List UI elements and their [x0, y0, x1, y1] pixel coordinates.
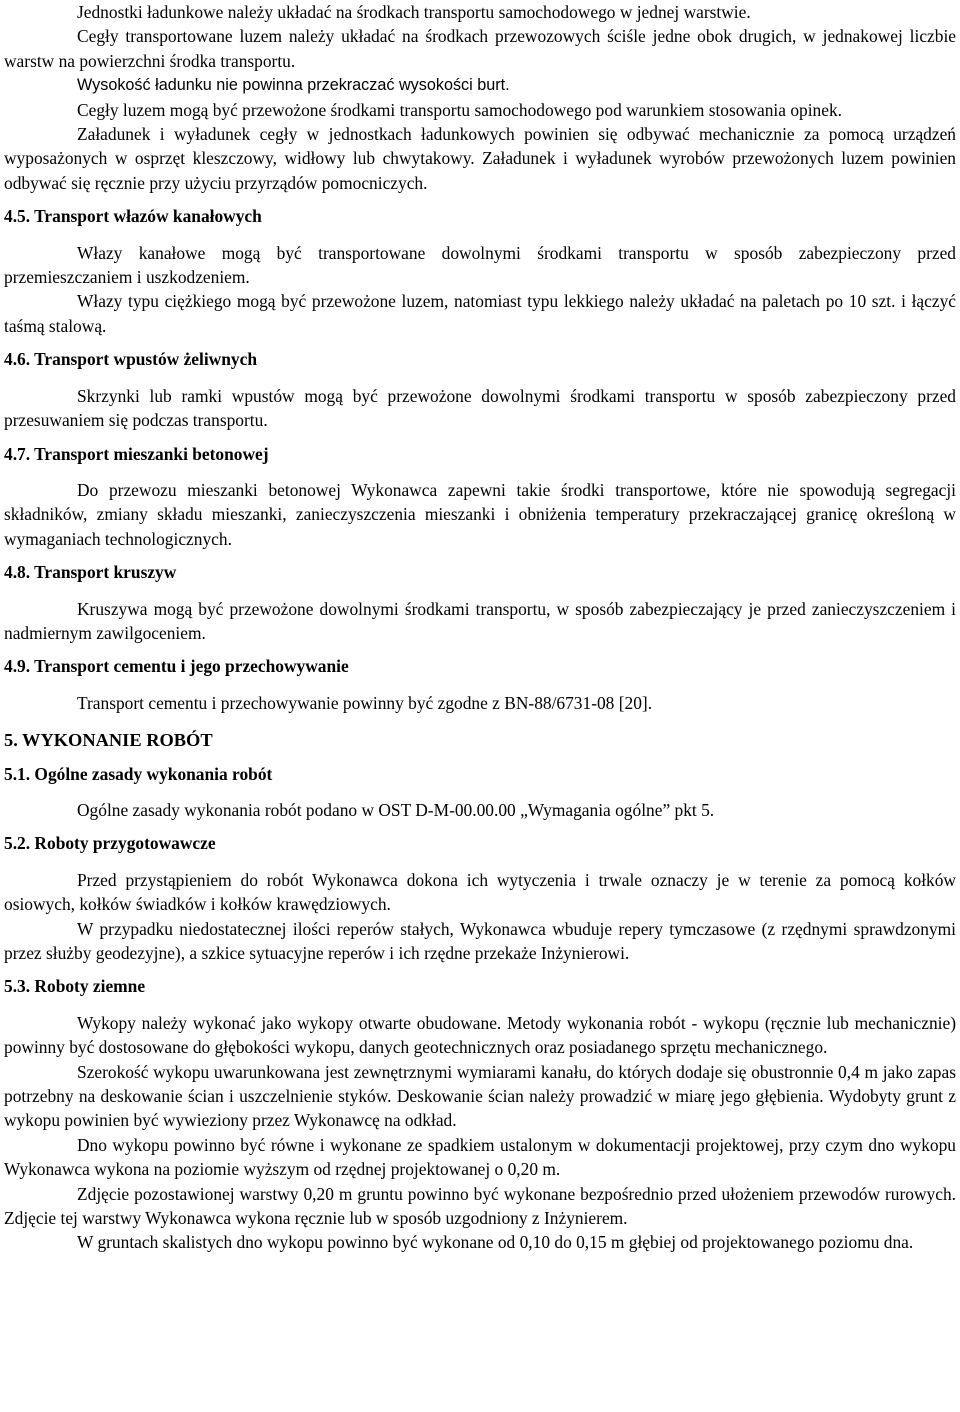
paragraph: Skrzynki lub ramki wpustów mogą być przewożone dowolnymi środkami transportu w sposób zabezpieczony przed przesuwaniem się podczas transportu.: [4, 385, 956, 431]
paragraph: Dno wykopu powinno być równe i wykonane ze spadkiem ustalonym w dokumentacji projektowej, przy czym dno wykopu Wykonawca wykona na poziomie wyższym od rzędnej projektowanej o 0,20 m.: [4, 1134, 956, 1180]
paragraph: W gruntach skalistych dno wykopu powinno być wykonane od 0,10 do 0,15 m głębiej od projektowanego poziomu dna.: [77, 1232, 914, 1253]
paragraph: Wysokość ładunku nie powinna przekraczać wysokości burt.: [77, 76, 510, 95]
paragraph: Kruszywa mogą być przewożone dowolnymi środkami transportu, w sposób zabezpieczający je przed zanieczyszczeniem i nadmiernym zawilgoceniem.: [4, 598, 956, 643]
paragraph: Szerokość wykopu uwarunkowana jest zewnętrznymi wymiarami kanału, do których dodaje się obustronnie 0,4 m jako zapas potrzebny na deskowanie ścian i uszczelnienie styków. Deskowanie ścian należy prowadzić w miarę jego głębienia. Wydobyty grunt z wykopu powinien być wywieziony przez Wykonawcę na odkład.: [4, 1061, 956, 1131]
paragraph: Przed przystąpieniem do robót Wykonawca dokona ich wytyczenia i trwale oznaczy je w terenie za pomocą kołków osiowych, kołków świadków i kołków krawędziowych.: [4, 869, 956, 915]
chapter-heading-5: 5. WYKONANIE ROBÓT: [4, 730, 213, 751]
paragraph: Załadunek i wyładunek cegły w jednostkach ładunkowych powinien się odbywać mechanicznie za pomocą urządzeń wyposażonych w osprzęt kleszczowy, widłowy lub chwytakowy. Załadunek i wyładunek wyrobów przewożonych luzem powinien odbywać się ręcznie przy użyciu przyrządów pomocniczych.: [4, 124, 956, 193]
section-heading-4-5: 4.5. Transport włazów kanałowych: [4, 206, 262, 227]
paragraph: Włazy typu ciężkiego mogą być przewożone luzem, natomiast typu lekkiego należy układać na paletach po 10 szt. i łączyć taśmą stalową.: [4, 291, 956, 336]
paragraph: Do przewozu mieszanki betonowej Wykonawca zapewni takie środki transportowe, które nie spowodują segregacji składników, zmiany składu mieszanki, zanieczyszczenia mieszanki i obniżenia temperatury przekraczającej granicę określoną w wymaganiach technologicznych.: [4, 479, 956, 549]
paragraph: Ogólne zasady wykonania robót podano w OST D-M-00.00.00 „Wymagania ogólne” pkt 5.: [77, 799, 715, 820]
paragraph: Jednostki ładunkowe należy układać na środkach transportu samochodowego w jednej warstwie.: [77, 2, 751, 22]
paragraph: Cegły luzem mogą być przewożone środkami transportu samochodowego pod warunkiem stosowania opinek.: [77, 99, 843, 120]
paragraph: Cegły transportowane luzem należy układać na środkach przewozowych ściśle jedne obok drugich, w jednakowej liczbie warstw na powierzchni środka transportu.: [4, 26, 956, 71]
section-heading-5-1: 5.1. Ogólne zasady wykonania robót: [4, 763, 273, 784]
section-heading-4-7: 4.7. Transport mieszanki betonowej: [4, 443, 269, 464]
paragraph: W przypadku niedostatecznej ilości reperów stałych, Wykonawca wbuduje repery tymczasowe (z rzędnymi sprawdzonymi przez służby geodezyjne), a szkice sytuacyjne reperów i ich rzędne przekaże Inżynierowi.: [4, 918, 956, 963]
section-heading-4-6: 4.6. Transport wpustów żeliwnych: [4, 349, 257, 370]
document-page: [4, 0, 956, 1255]
paragraph: Wykopy należy wykonać jako wykopy otwarte obudowane. Metody wykonania robót - wykopu (ręcznie lub mechanicznie) powinny być dostosowane do głębokości wykopu, danych geotechnicznych oraz posiadanego sprzętu mechanicznego.: [4, 1012, 956, 1058]
section-heading-4-9: 4.9. Transport cementu i jego przechowywanie: [4, 656, 349, 677]
paragraph: Transport cementu i przechowywanie powinny być zgodne z BN-88/6731-08 [20].: [77, 692, 653, 713]
paragraph: Włazy kanałowe mogą być transportowane dowolnymi środkami transportu w sposób zabezpieczony przed przemieszczaniem i uszkodzeniem.: [4, 242, 956, 288]
section-heading-5-3: 5.3. Roboty ziemne: [4, 976, 146, 997]
section-heading-5-2: 5.2. Roboty przygotowawcze: [4, 833, 216, 854]
paragraph: Zdjęcie pozostawionej warstwy 0,20 m gruntu powinno być wykonane bezpośrednio przed ułożeniem przewodów rurowych. Zdjęcie tej warstwy Wykonawca wykona ręcznie lub w sposób uzgodniony z Inżynierem.: [4, 1183, 956, 1229]
section-heading-4-8: 4.8. Transport kruszyw: [4, 562, 177, 583]
